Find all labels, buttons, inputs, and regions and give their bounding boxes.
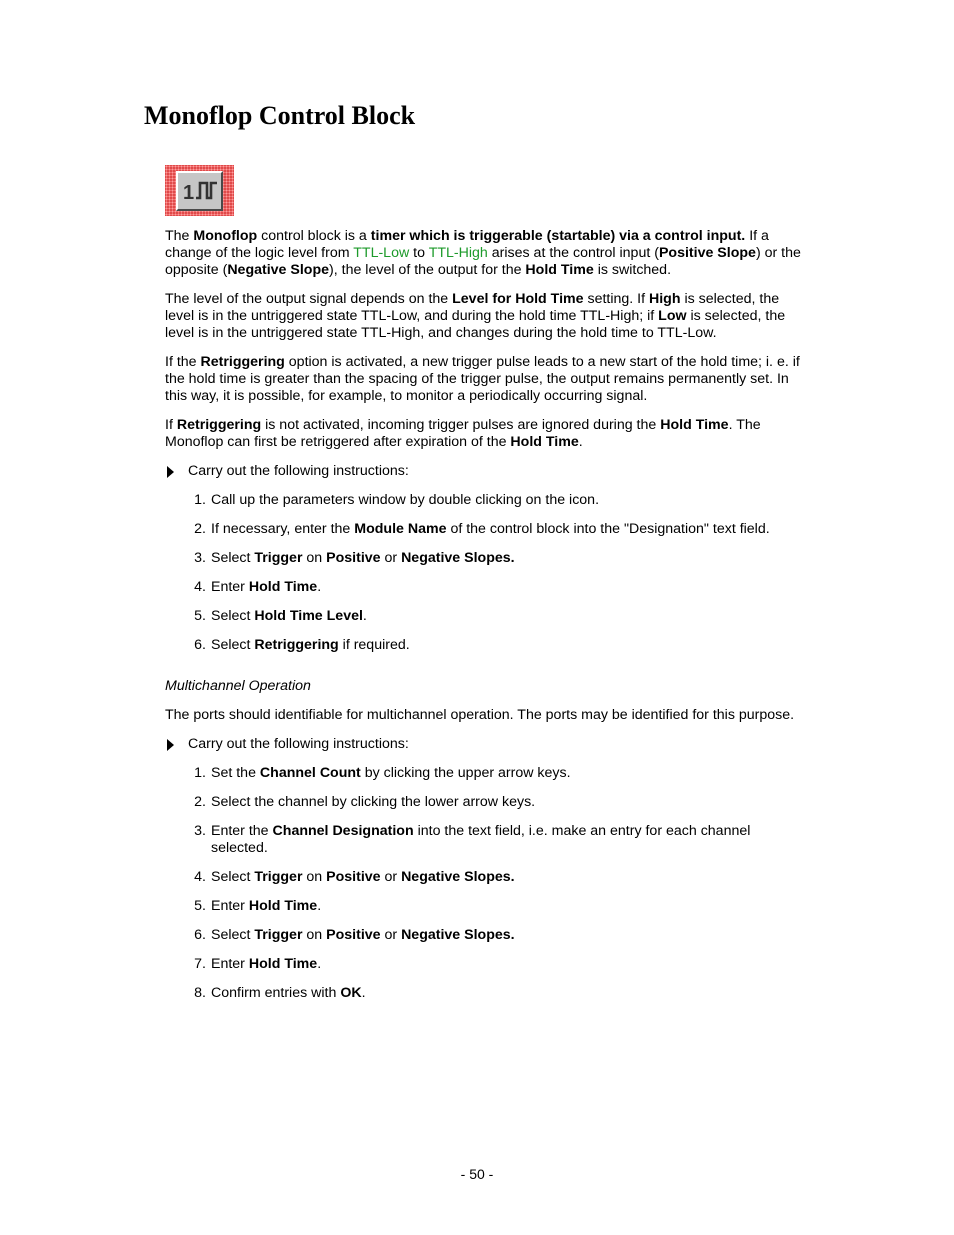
intro-paragraph-2: The level of the output signal depends on the Level for Hold Time setting. If High is selected, the level is in the untriggered state TTL-Low, and during the hold time TTL-High; if Low is selected, the level is in the untriggered state TTL-High, and changes during the hold time to TTL-Low.	[165, 291, 786, 341]
icon-label-one: 1	[182, 181, 194, 204]
intro-paragraph-1: The Monoflop control block is a timer which is triggerable (startable) via a control input. If a change of the logic level from TTL-Low to TTL-High arises at the control input (Positive Slope) or the opposite (Negative Slope), the level of the output for the Hold Time is switched.	[165, 228, 801, 278]
list-item: 8. Confirm entries with OK.	[194, 985, 366, 1001]
list-item: 2. Select the channel by clicking the lower arrow keys.	[194, 794, 536, 810]
list-item: 1. Call up the parameters window by double clicking on the icon.	[194, 492, 600, 508]
intro-paragraph-3: If the Retriggering option is activated, a new trigger pulse leads to a new start of the hold time; i. e. if the hold time is greater than the spacing of the trigger pulse, the output remains permanently set. In this way, it is possible, for example, to monitor a periodically occurring signal.	[165, 354, 800, 404]
triangle-bullet-icon	[167, 739, 174, 751]
multichannel-steps-list	[165, 765, 805, 1002]
multichannel-paragraph: The ports should identifiable for multichannel operation. The ports may be identified for this purpose.	[165, 707, 795, 723]
steps-list	[165, 492, 805, 654]
list-item: 5. Enter Hold Time.	[194, 898, 322, 914]
multichannel-instructions-bullet: Carry out the following instructions:	[165, 736, 805, 753]
list-item: 2. If necessary, enter the Module Name of the control block into the "Designation" text field.	[194, 521, 770, 537]
page-number: - 50 -	[460, 1166, 494, 1182]
page-title: Monoflop Control Block	[144, 101, 416, 130]
intro-paragraph-4: If Retriggering is not activated, incoming trigger pulses are ignored during the Hold Time. The Monoflop can first be retriggered after expiration of the Hold Time.	[165, 417, 761, 450]
ttl-high-link[interactable]: TTL-High	[428, 245, 488, 261]
multichannel-heading: Multichannel Operation	[165, 678, 311, 694]
main-content	[165, 228, 805, 1014]
list-item: 4. Select Trigger on Positive or Negative Slopes.	[194, 869, 515, 885]
list-item: 6. Select Retriggering if required.	[194, 637, 410, 653]
triangle-bullet-icon	[167, 466, 174, 478]
list-item: 5. Select Hold Time Level.	[194, 608, 367, 624]
instructions-bullet: Carry out the following instructions:	[165, 463, 805, 480]
list-item: 1. Set the Channel Count by clicking the upper arrow keys.	[194, 765, 571, 781]
list-item: 3. Select Trigger on Positive or Negative Slopes.	[194, 550, 515, 566]
ttl-low-link[interactable]: TTL-Low	[353, 245, 410, 261]
list-item: 6. Select Trigger on Positive or Negative Slopes.	[194, 927, 515, 943]
pulse-glyph-icon	[181, 178, 219, 204]
monoflop-block-icon-frame	[165, 165, 234, 216]
list-item: 3. Enter the Channel Designation into the text field, i.e. make an entry for each channel selected.	[194, 823, 751, 856]
list-item: 7. Enter Hold Time.	[194, 956, 322, 972]
list-item: 4. Enter Hold Time.	[194, 579, 322, 595]
monoflop-pulse-icon	[176, 171, 223, 211]
